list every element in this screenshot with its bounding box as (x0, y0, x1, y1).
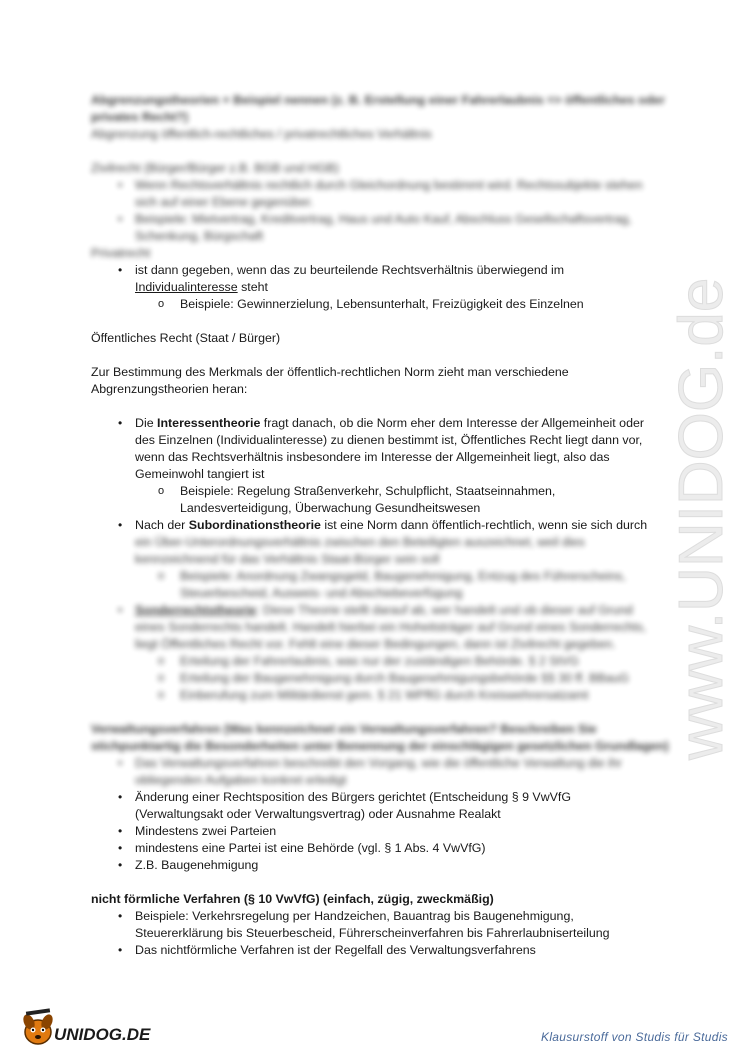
zivil-bullet1-line2: sich auf einer Ebene gegenüber. (135, 195, 314, 209)
bullet-icon: • (118, 603, 123, 617)
nichtfoermlich-bullet1-line1: Beispiele: Verkehrsregelung per Handzeichen, Bauantrag bis Baugenehmigung, (135, 909, 574, 923)
question-heading-line2: privates Recht?) (91, 110, 189, 124)
nichtfoermlich-title: nicht förmliche Verfahren (§ 10 VwVfG) (einfach, zügig, zweckmäßig) (91, 892, 494, 906)
verwaltung-bullet2-line1: Änderung einer Rechtsposition des Bürgers gerichtet (Entscheidung § 9 VwVfG (135, 790, 571, 804)
verwaltungsverfahren-heading-line1: Verwaltungsverfahren (Was kennzeichnet ein Verwaltungsverfahren? Beschreiben Sie (91, 722, 597, 736)
dog-logo-icon (18, 1008, 158, 1050)
verwaltung-bullet3: Mindestens zwei Parteien (135, 824, 277, 838)
sonderrechtstheorie-line1 (135, 602, 633, 619)
sonderrechtstheorie-term: Sonderrechtstheorie (135, 603, 257, 617)
privat-bullet-line2-rest: steht (237, 280, 268, 294)
interessentheorie-line2: des Einzelnen (Individualinteresse) zu dienen bestimmt ist, Öffentliches Recht liegt dann vor, (135, 433, 643, 447)
interessentheorie-line4: Gemeinwohl tangiert ist (135, 467, 265, 481)
unidog-watermark (662, 250, 750, 770)
bullet-icon: • (118, 841, 123, 855)
subordination-line3: kennzeichnend für das Verhältnis Staat-Bürger sein soll (135, 552, 440, 566)
sonderrechtstheorie-line2: eines Sonderrechts handelt. Handelt hierbei ein Hoheitsträger auf Grund eines Sonderrechts, (135, 620, 647, 634)
zivil-bullet2-line2: Schenkung, Bürgschaft (135, 229, 264, 243)
circle-bullet-icon: o (158, 570, 165, 582)
bullet-icon: • (118, 263, 123, 277)
subordination-sub-line2: Steuerbescheid, Ausweis- und Abschiebeverfügung (180, 586, 463, 600)
privat-sub-bullet: Beispiele: Gewinnerzielung, Lebensunterhalt, Freizügigkeit des Einzelnen (180, 297, 584, 311)
interessentheorie-term: Interessentheorie (157, 416, 261, 430)
sonderrecht-line1-rest: : Diese Theorie stellt darauf ab, wer handelt und ob dieser auf Grund (256, 603, 633, 617)
subordination-sub-line1: Beispiele: Anordnung Zwangsgeld, Baugenehmigung, Entzug des Führerscheins, (180, 569, 626, 583)
circle-bullet-icon: o (158, 689, 165, 701)
subordinationstheorie-line1 (135, 517, 647, 534)
interessen-line1-rest: fragt danach, ob die Norm eher dem Interesse der Allgemeinheit oder (260, 416, 644, 430)
bullet-icon: • (118, 858, 123, 872)
subheading: Abgrenzung öffentlich-rechtliches / privatrechtliches Verhältnis (91, 127, 432, 141)
interessentheorie-line1 (135, 415, 644, 432)
nichtfoermlich-bullet2: Das nichtförmliche Verfahren ist der Regelfall des Verwaltungsverfahrens (135, 943, 536, 957)
sonderrechtstheorie-line3: liegt Öffentliches Recht vor. Fehlt eine dieser Bedingungen, dann ist Zivilrecht gegeben. (135, 637, 616, 651)
verwaltung-bullet1-line1: Das Verwaltungsverfahren beschreibt den Vorgang, wie die öffentliche Verwaltung die ihr (135, 756, 622, 770)
verwaltung-bullet5: Z.B. Baugenehmigung (135, 858, 259, 872)
interessen-sub-line1: Beispiele: Regelung Straßenverkehr, Schulpflicht, Staatseinnahmen, (180, 484, 556, 498)
bullet-icon: • (118, 790, 123, 804)
subordination-line2: ein Über-Unterordnungsverhältnis zwischen den Beteiligten auszeichnet, weil dies (135, 535, 585, 549)
bullet-icon: • (118, 756, 123, 770)
subordination-line1-rest: ist eine Norm dann öffentlich-rechtlich, wenn sie sich durch (320, 518, 648, 532)
verwaltungsverfahren-heading-line2: stichpunktartig die Besonderheiten unter Benennung der einschlägigen gesetzlichen Grundlagen) (91, 739, 669, 753)
oeffentliches-recht-title: Öffentliches Recht (Staat / Bürger) (91, 331, 281, 345)
question-heading-line1: Abgrenzungstheorien + Beispiel nennen (z. B. Erstellung einer Fahrerlaubnis => öffentliches oder (91, 93, 665, 107)
subordination-pre: Nach der (135, 518, 189, 532)
circle-bullet-icon: o (158, 672, 165, 684)
sonderrecht-sub3: Einberufung zum Militärdienst gem. § 21 WPflG durch Kreiswehrersatzamt (180, 688, 589, 702)
sonderrecht-sub1: Erteilung der Fahrerlaubnis, was nur der zuständigen Behörde. § 2 StVG (180, 654, 579, 668)
unidog-logo[interactable] (18, 1008, 158, 1050)
bullet-icon: • (118, 212, 123, 226)
logo-text: UNIDOG.DE (54, 1025, 151, 1044)
bullet-icon: • (118, 178, 123, 192)
bullet-icon: • (118, 518, 123, 532)
zivil-bullet2-line1: Beispiele: Mietvertrag, Kreditvertrag, Haus und Auto Kauf, Abschluss Gesellschaftsvertrag, (135, 212, 632, 226)
bullet-icon: • (118, 943, 123, 957)
bullet-icon: • (118, 824, 123, 838)
circle-bullet-icon: o (158, 485, 165, 497)
privat-bullet-line2 (135, 279, 268, 296)
sonderrecht-sub2: Erteilung der Baugenehmigung durch Baugenehmigungsbehörde §§ 30 ff. BBauG (180, 671, 629, 685)
interessentheorie-line3: wenn das Rechtsverhältnis insbesondere im Interesse der Allgemeinheit liegt, also das (135, 450, 610, 464)
zivil-bullet1-line1: Wenn Rechtsverhältnis rechtlich durch Gleichordnung bestimmt wird. Rechtssubjekte stehen (135, 178, 643, 192)
circle-bullet-icon: o (158, 655, 165, 667)
interessen-sub-line2: Landesverteidigung, Überwachung Gesundheitswesen (180, 501, 481, 515)
bullet-icon: • (118, 416, 123, 430)
bullet-icon: • (118, 909, 123, 923)
intro-line2: Abgrenzungstheorien heran: (91, 382, 248, 396)
interessen-pre: Die (135, 416, 158, 430)
verwaltung-bullet4: mindestens eine Partei ist eine Behörde (vgl. § 1 Abs. 4 VwVfG) (135, 841, 486, 855)
intro-line1: Zur Bestimmung des Merkmals der öffentlich-rechtlichen Norm zieht man verschiedene (91, 365, 569, 379)
nichtfoermlich-bullet1-line2: Steuererklärung bis Steuerbescheid, Führerscheinverfahren bis Fahrerlaubniserteilung (135, 926, 610, 940)
subordinationstheorie-term: Subordinationstheorie (188, 518, 321, 532)
watermark-text: www.UNIDOG.de (667, 277, 736, 760)
circle-bullet-icon: o (158, 298, 165, 310)
zivilrecht-title: Zivilrecht (Bürger/Bürger z.B. BGB und HGB) (91, 161, 339, 175)
privat-bullet-line1: ist dann gegeben, wenn das zu beurteilende Rechtsverhältnis überwiegend im (135, 263, 565, 277)
privatrecht-title: Privatrecht (91, 246, 151, 260)
footer-tagline: Klausurstoff von Studis für Studis (541, 1030, 728, 1044)
verwaltung-bullet2-line2: (Verwaltungsakt oder Verwaltungsvertrag) oder Ausnahme Realakt (135, 807, 501, 821)
verwaltung-bullet1-line2: obliegenden Aufgaben konkret erledigt (135, 773, 347, 787)
individualinteresse-term: Individualinteresse (135, 280, 238, 294)
